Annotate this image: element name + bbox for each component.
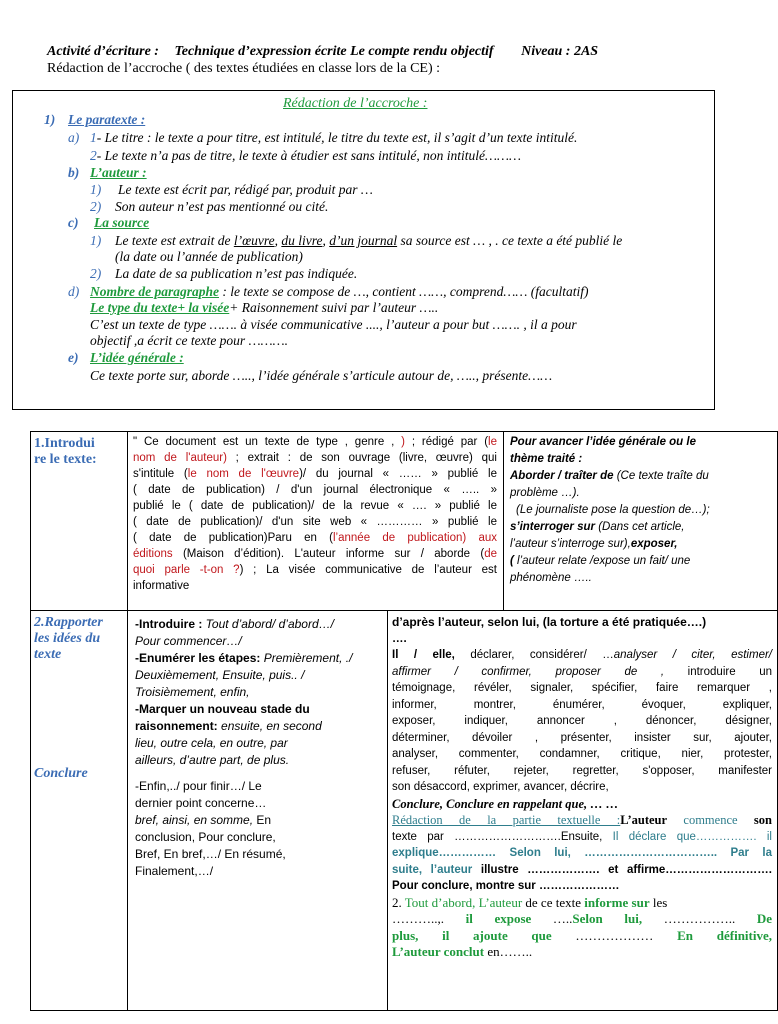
item-c-letter: c) <box>68 215 79 230</box>
item-a1: 1- Le titre : le texte a pour titre, est intitulé, le titre du texte est, il s’agit d’un texte intitulé. <box>90 130 578 145</box>
row1-label: 1.Introdui re le texte: <box>34 436 97 467</box>
item-c1-cont: (la date ou l’année de publication) <box>115 249 303 264</box>
item-b-title: L’auteur : <box>90 165 147 180</box>
item-d-line4: objectif ,a écrit ce texte pour ………. <box>90 333 288 348</box>
box-title: Rédaction de l’accroche : <box>283 96 428 111</box>
row1-general-idea: Pour avancer l’idée générale ou le thème traité : Aborder / traîter de (Ce texte traîte du problème …). (Le journaliste pose la question de…); s’interroger sur (Dans cet article, l’auteur s’interroge sur),exposer, ( l’auteur relate /expose un fait/ une phénomène ….. <box>510 436 710 584</box>
item-c2-num: 2) <box>90 266 102 281</box>
item-d: Nombre de paragraphe : le texte se compose de …, contient ……, comprend…… (facultatif) <box>90 284 589 299</box>
row2-connectors: -Introduire : Tout d’abord/ d’abord…/ Pour commencer…/ -Enumérer les étapes: Premièrement, ./ Deuxièmement, Ensuite, puis.. / Troisièmement, enfin, -Marquer un nouveau stade du raisonnement: ensuite, en second lieu, outre cela, en outre, par ailleurs, d’autre part, de plus. -Enfin,../ pour finir…/ Le dernier point concerne… bref, ainsi, en somme, En conclusion, Pour conclure, Bref, En bref,…/ En résumé, Finalement,…/ <box>135 617 353 878</box>
item-c-title: La source <box>94 215 150 230</box>
item-c1-num: 1) <box>90 233 102 248</box>
row2-label: 2.Rapporter les idées du texte <box>34 615 103 662</box>
item-b1: Le texte est écrit par, rédigé par, produit par … <box>118 182 373 197</box>
item-e: Ce texte porte sur, aborde ….., l’idée générale s’articule autour de, ….., présente…… <box>90 368 553 383</box>
item-a-letter: a) <box>68 130 80 145</box>
level-label: Niveau : 2AS <box>521 44 599 59</box>
row2-verbs-and-example: d’après l’auteur, selon lui, (la torture a été pratiquée….) …. Il / elle, déclarer, considérer/ …analyser / citer, estimer/ affirmer / confirmer, proposer de , introduire un témoignage, révéler, signaler, spécifier, faire remarquer , informer, montrer, énumérer, évoquer, expliquer, exposer, indiquer, annoncer , dénoncer, désigner, déterminer, dévoiler , présenter, insister sur, ajouter, analyser, commenter, condamner, critique, nier, protester, refuser, réfuter, rejeter, regretter, s'opposer, manifester son désaccord, exprimer, avancer, décrire, Conclure, Conclure en rappelant que, … … Rédaction de la partie textuelle :L’auteur commence son texte par ……………………….Ensuite, Il déclare que……………. il explique…………… Selon lui, …………………………….. Par la suite, l’auteur illustre ………………. et affirme………………………. Pour conclure, montre sur ………………… 2. Tout d’abord, L’auteur de ce texte informe sur les ………..,. il expose …..Selon lui, …………….. De plus, il ajoute que ……………… En définitive, L’auteur conclut en…….. <box>392 615 773 959</box>
item-c2: La date de sa publication n’est pas indiquée. <box>115 266 358 281</box>
item-d-line3: C’est un texte de type ……. à visée communicative ...., l’auteur a pour but ……. , il a pour <box>90 317 577 332</box>
subtitle: Rédaction de l’accroche ( des textes étudiées en classe lors de la CE) : <box>47 61 441 76</box>
row2-label-conclude: Conclure <box>34 766 88 781</box>
header-line <box>47 44 598 60</box>
item-d-letter: d) <box>68 284 80 299</box>
section-1-number: 1) <box>44 112 56 127</box>
row1-intro-template: " Ce document est un texte de type , genre , ) ; rédigé par (le nom de l'auteur) ; extrait : de son ouvrage (livre, œuvre) qui s'intitule (le nom de l'œuvre)/ du journal « …… » publié le ( date de publication) / d'un journal électronique « ….. » publié le ( date de publication)/ de la revue « …. » publié le ( date de publication)/ d'un site web « ………… » publié le ( date de publication)Paru en (l’année de publication) aux éditions (Maison d’édition). L'auteur informe sur / aborde (de quoi parle -t-on ?) ; La visée communicative de l’auteur est informative <box>133 436 498 592</box>
item-c1: Le texte est extrait de l’œuvre, du livre, d’un journal sa source est … , . ce texte a été publié le <box>115 233 623 248</box>
item-b-letter: b) <box>68 165 80 180</box>
section-1-title: Le paratexte : <box>68 112 146 127</box>
item-e-letter: e) <box>68 350 79 365</box>
item-a2: 2- Le texte n’a pas de titre, le texte à étudier est sans intitulé, non intitulé……… <box>90 148 522 163</box>
item-b2-num: 2) <box>90 199 102 214</box>
activity-label: Activité d’écriture : <box>47 44 159 59</box>
item-d-type: Le type du texte+ la visée+ Raisonnement suivi par l’auteur ….. <box>90 300 439 315</box>
item-b2: Son auteur n’est pas mentionné ou cité. <box>115 199 329 214</box>
item-e-title: L’idée générale : <box>90 350 184 365</box>
item-b1-num: 1) <box>90 182 102 197</box>
technique-label: Technique d’expression écrite Le compte rendu objectif <box>174 44 494 59</box>
